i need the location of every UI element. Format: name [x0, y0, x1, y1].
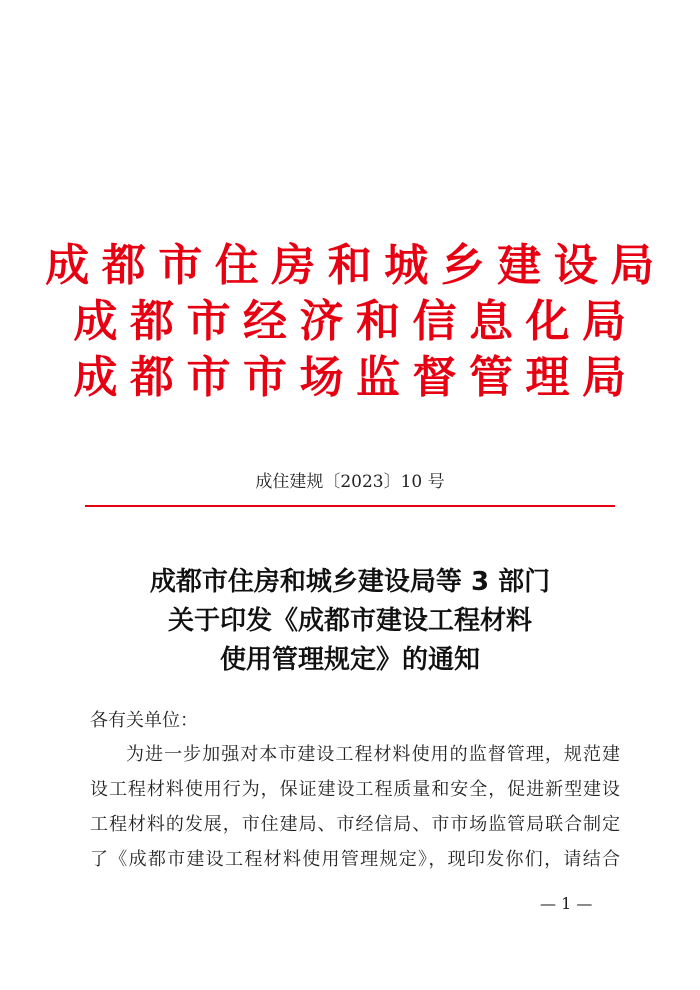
- title-line-3: 使用管理规定》的通知: [219, 645, 480, 675]
- document-title: [0, 563, 700, 680]
- issuer-housing-bureau: 成都市住房和城乡建设局: [45, 240, 667, 291]
- salutation: 各有关单位：: [90, 710, 198, 731]
- body-line-2: 设工程材料使用行为，保证建设工程质量和安全，促进新型建设: [90, 779, 620, 800]
- body-line-4: 了《成都市建设工程材料使用管理规定》，现印发你们，请结合: [90, 849, 620, 870]
- body-line-1: 为进一步加强对本市建设工程材料使用的监督管理，规范建: [126, 744, 620, 765]
- title-line-1: 成都市住房和城乡建设局等 3 部门: [149, 567, 551, 597]
- document-number: 成住建规〔2023〕10 号: [255, 472, 445, 492]
- body-paragraph: [90, 737, 620, 877]
- page-number: — 1 —: [540, 894, 593, 913]
- title-line-2: 关于印发《成都市建设工程材料: [167, 606, 532, 636]
- body-line-3: 工程材料的发展，市住建局、市经信局、市市场监管局联合制定: [90, 814, 620, 835]
- issuing-authorities: [0, 238, 700, 406]
- issuer-market-bureau: 成都市市场监督管理局: [73, 352, 639, 403]
- red-divider-line: [85, 505, 615, 507]
- issuer-economy-bureau: 成都市经济和信息化局: [73, 296, 639, 347]
